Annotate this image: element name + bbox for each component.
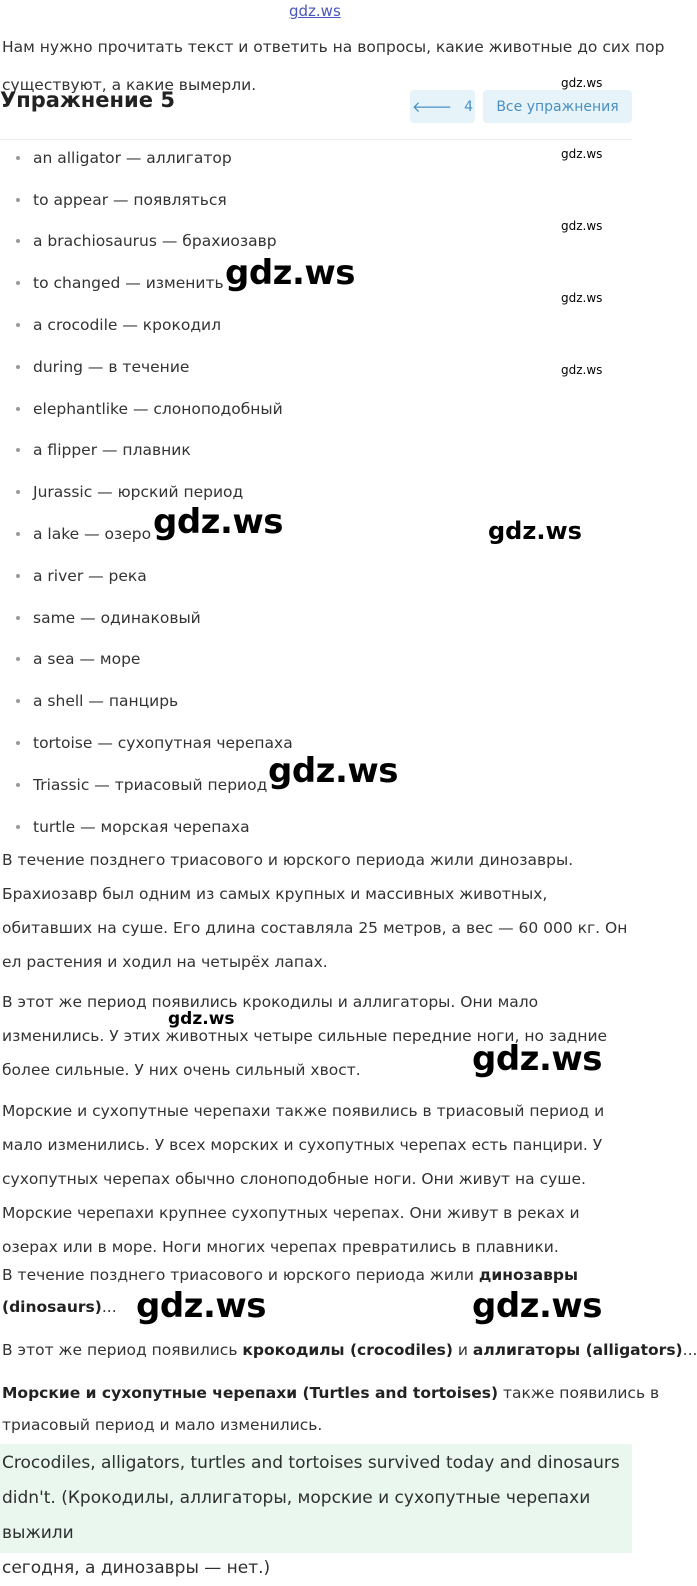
text-span: и [452,1341,473,1359]
vocab-entry: a flipper — плавник [33,441,191,460]
text-span: В этот же период появились [2,1341,243,1359]
answer-line: Crocodiles, alligators, turtles and tortoises survived today and dinosaurs [2,1453,620,1473]
bullet-icon [16,365,20,369]
vocab-entry: to appear — появляться [33,190,227,209]
key-phrase-line [2,1416,322,1434]
bold-term: аллигаторы (alligators) [472,1341,683,1359]
bullet-icon [16,407,20,411]
list-item [0,388,293,430]
text-span: триасовый период и мало изменились. [2,1416,323,1434]
key-phrase-line [2,1298,117,1316]
intro-line: Нам нужно прочитать текст и ответить на вопросы, какие животные до сих пор [2,38,665,56]
list-item [0,555,293,597]
watermark: gdz.ws [561,363,603,377]
watermark: gdz.ws [488,517,582,545]
vocab-entry: a river — река [33,566,147,585]
translation-paragraph: В этот же период появились крокодилы и аллигаторы. Они мало изменились. У этих животных четыре сильные передние ноги, но задние более сильные. У них очень сильный хвост. [2,993,608,1079]
vocab-entry: an alligator — аллигатор [33,148,232,167]
bullet-icon [16,741,20,745]
all-exercises-button[interactable]: Все упражнения [483,90,632,123]
translation-paragraph: Морские и сухопутные черепахи также появились в триасовый период и мало изменились. У всех морских и сухопутных черепах есть панцири. У сухопутных черепах обычно слоноподобные ноги. Они живут на суше. Морские черепахи крупнее сухопутных черепах. Они живут в реках и озерах или в море. Ноги многих черепах превратились в плавники. [2,1102,605,1256]
bullet-icon [16,239,20,243]
bold-term: крокодилы (crocodiles) [242,1341,453,1359]
vocab-entry: to changed — изменить [33,274,224,293]
vocabulary-list [0,137,293,848]
watermark: gdz.ws [136,1286,267,1326]
vocab-entry: a sea — море [33,650,141,669]
list-item [0,680,293,722]
bullet-icon [16,616,20,620]
arrow-left-icon: 🡐 [411,98,453,116]
bullet-icon [16,281,20,285]
watermark: gdz.ws [168,1009,235,1029]
vocab-entry: a lake — озеро [33,525,152,544]
watermark: gdz.ws [472,1039,603,1079]
text-span: ... [101,1298,117,1316]
vocab-entry: a brachiosaurus — брахиозавр [33,232,277,251]
answer-line: сегодня, а динозавры — нет.) [2,1558,271,1578]
intro-line: существуют, а какие вымерли. [2,76,257,94]
watermark: gdz.ws [561,219,603,233]
list-item [0,806,293,848]
bold-term: динозавры [478,1266,578,1284]
bullet-icon [16,657,20,661]
list-item [0,597,293,639]
vocab-entry: a shell — панцирь [33,692,179,711]
bullet-icon [16,825,20,829]
bullet-icon [16,490,20,494]
bullet-icon [16,699,20,703]
bullet-icon [16,448,20,452]
prev-exercise-button[interactable] [410,90,475,123]
watermark: gdz.ws [561,291,603,305]
watermark-link[interactable]: gdz.ws [289,2,341,20]
prev-exercise-number: 4 [464,98,474,115]
bullet-icon [16,783,20,787]
list-item [0,179,293,221]
vocab-entry: during — в течение [33,357,190,376]
key-phrase-line [2,1384,659,1402]
vocab-entry: tortoise — сухопутная черепаха [33,734,293,753]
answer-line: didn't. (Крокодилы, аллигаторы, морские и сухопутные черепахи выжили [2,1488,591,1543]
key-phrase-line [2,1341,697,1359]
bullet-icon [16,198,20,202]
bold-term: Морские и сухопутные черепахи (Turtles and tortoises) [2,1384,499,1402]
watermark: gdz.ws [561,76,603,90]
bold-term: (dinosaurs) [2,1298,102,1316]
list-item [0,304,293,346]
list-item [0,137,293,179]
list-item [0,722,293,764]
watermark: gdz.ws [561,147,603,161]
text-span: ... [682,1341,697,1359]
watermark: gdz.ws [225,253,356,293]
vocab-entry: Jurassic — юрский период [33,483,244,502]
list-item [0,430,293,472]
list-item [0,346,293,388]
key-phrase-line [2,1266,578,1284]
vocab-entry: a crocodile — крокодил [33,316,222,335]
list-item [0,764,293,806]
watermark: gdz.ws [472,1286,603,1326]
vocab-entry: Triassic — триасовый период [33,775,268,794]
answer-text [0,1444,632,1586]
bullet-icon [16,574,20,578]
bullet-icon [16,323,20,327]
text-span: также появились в [498,1384,660,1402]
bullet-icon [16,532,20,536]
answer-box [0,1444,632,1578]
translation-paragraph: В течение позднего триасового и юрского периода жили динозавры. Брахиозавр был одним из самых крупных и массивных животных, обитавших на суше. Его длина составляла 25 метров, а вес — 60 000 кг. Он ел растения и ходил на четырёх лапах. [2,851,628,971]
bullet-icon [16,156,20,160]
list-item [0,639,293,681]
vocab-entry: same — одинаковый [33,608,201,627]
text-span: В течение позднего триасового и юрского периода жили [2,1266,479,1284]
exercise-title: Упражнение 5 [0,88,175,112]
watermark: gdz.ws [153,502,284,542]
vocab-entry: elephantlike — слоноподобный [33,399,283,418]
vocab-entry: turtle — морская черепаха [33,817,250,836]
watermark: gdz.ws [268,751,399,791]
